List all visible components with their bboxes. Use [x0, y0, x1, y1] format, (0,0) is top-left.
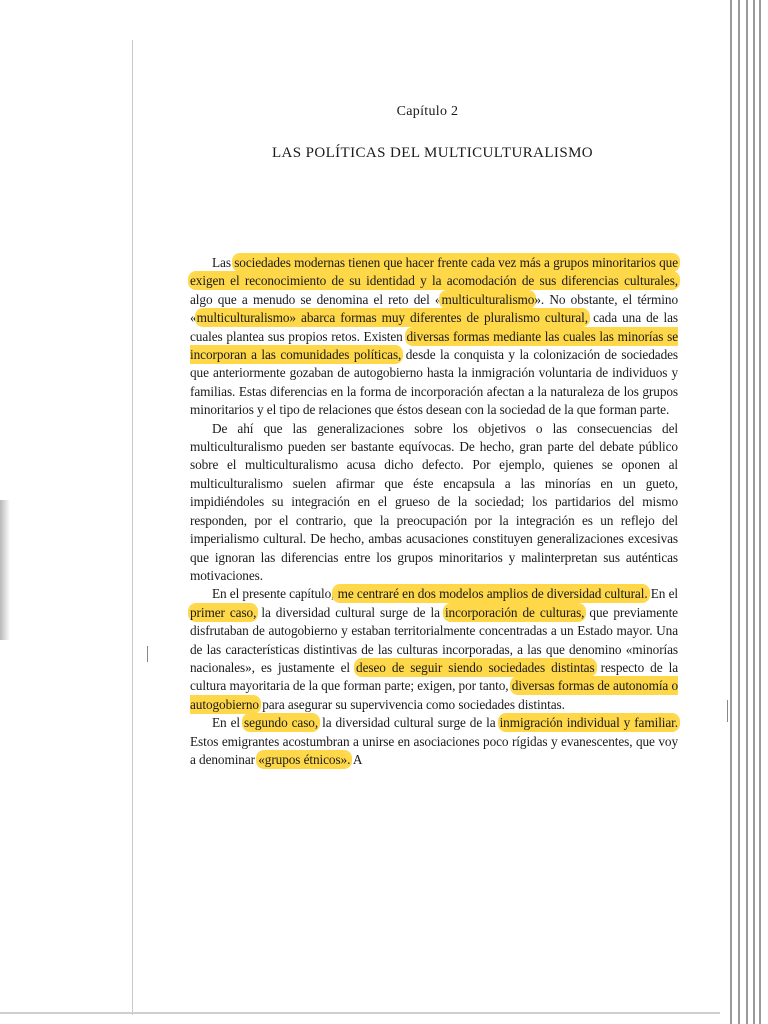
text-run: la diversidad cultural surge de la [256, 604, 445, 620]
highlighted-text: me centraré en dos modelos amplios de diversidad cultural. [334, 586, 648, 602]
margin-mark [147, 646, 148, 662]
margin-mark [727, 700, 728, 722]
body-text [190, 254, 678, 769]
chapter-title: LAS POLÍTICAS DEL MULTICULTURALISMO [271, 145, 594, 161]
text-run: cada una de las cuales plantea sus propios retos. Existen [190, 310, 678, 344]
page-edge-left [132, 40, 133, 1015]
text-run: A [350, 751, 363, 767]
text-run: que previamente disfrutaban de autogobierno y estaban territorialmente concentradas a un Estado mayor. Una de las características distintivas de las culturas incorporadas, a las que denomino «minorías nacionales», es justamente el [190, 604, 678, 675]
text-run: la diversidad cultural surge de la [318, 715, 500, 731]
highlighted-text: diversas formas mediante las cuales las minorías se incorporan a las comunidades políticas, [190, 328, 678, 363]
highlighted-text: incorporación de culturas, [444, 604, 585, 620]
scan-shadow-left [0, 500, 10, 640]
page-edge-bottom [0, 1012, 720, 1014]
text-run: Las [212, 255, 235, 270]
highlighted-text: diversas formas de autonomía o autogobierno [190, 678, 679, 712]
highlighted-text: exigen el reconocimiento de su identidad y la acomodación de sus diferencias culturales, [190, 273, 678, 289]
highlighted-text: multiculturalismo» abarca formas muy diferentes de pluralismo cultural, [196, 310, 588, 326]
text-run: Estos emigrantes acostumbran a unirse en asociaciones poco rígidas y evanescentes, que voy a denominar [190, 733, 678, 767]
paragraph [190, 714, 678, 769]
highlighted-text: inmigración individual y familiar. [499, 715, 679, 731]
text-run: ». No obstante, el término « [190, 291, 678, 326]
highlighted-text: «grupos étnicos». [258, 751, 351, 767]
paragraph [190, 254, 678, 420]
highlighted-text: deseo de seguir siendo sociedades distintas [356, 659, 595, 675]
text-run: En el [647, 586, 678, 602]
highlighted-text: primer caso, [190, 604, 257, 620]
text-run: desde la conquista y la colonización de sociedades que anteriormente gozaban de autogobierno hasta la inmigración voluntaria de individuos y familias. Estas diferencias en la forma de incorporación afectan a la naturaleza de los grupos minoritarios y el tipo de relaciones que éstos desean con la sociedad de la que forman parte. [190, 347, 678, 418]
text-run: para asegurar su supervivencia como sociedades distintas. [258, 696, 565, 712]
paragraph [190, 585, 678, 714]
text-run: En el presente capítulo, [212, 586, 335, 602]
text-run: respecto de la cultura mayoritaria de la que forman parte; exigen, por tanto, [190, 659, 678, 694]
text-run: algo que a menudo se denomina el reto del « [190, 291, 442, 307]
highlighted-text: segundo caso, [244, 715, 319, 731]
highlighted-text: sociedades modernas tienen que hacer frente cada vez más a grupos minoritarios que [234, 255, 678, 270]
highlighted-text: multiculturalismo [441, 291, 535, 307]
text-run: En el [212, 715, 244, 731]
text-run: De ahí que las generalizaciones sobre los objetivos o las consecuencias del multiculturalismo pueden ser bastante equívocas. De hecho, gran parte del debate público sobre el multiculturalismo acusa dicho defecto. Por ejemplo, quienes se oponen al multiculturalismo suelen afirmar que éste encapsula a las minorías en un gueto, impidiéndoles su integración en el grueso de la sociedad; los partidarios del mismo responden, por el contrario, que la preocupación por la integración es un reflejo del imperialismo cultural. De hecho, ambas acusaciones constituyen generalizaciones excesivas que ignoran las diferencias entre los grupos minoritarios y malinterpretan sus auténticas motivaciones. [190, 420, 678, 583]
paragraph [190, 420, 678, 586]
chapter-label: Capítulo 2 [396, 104, 459, 119]
